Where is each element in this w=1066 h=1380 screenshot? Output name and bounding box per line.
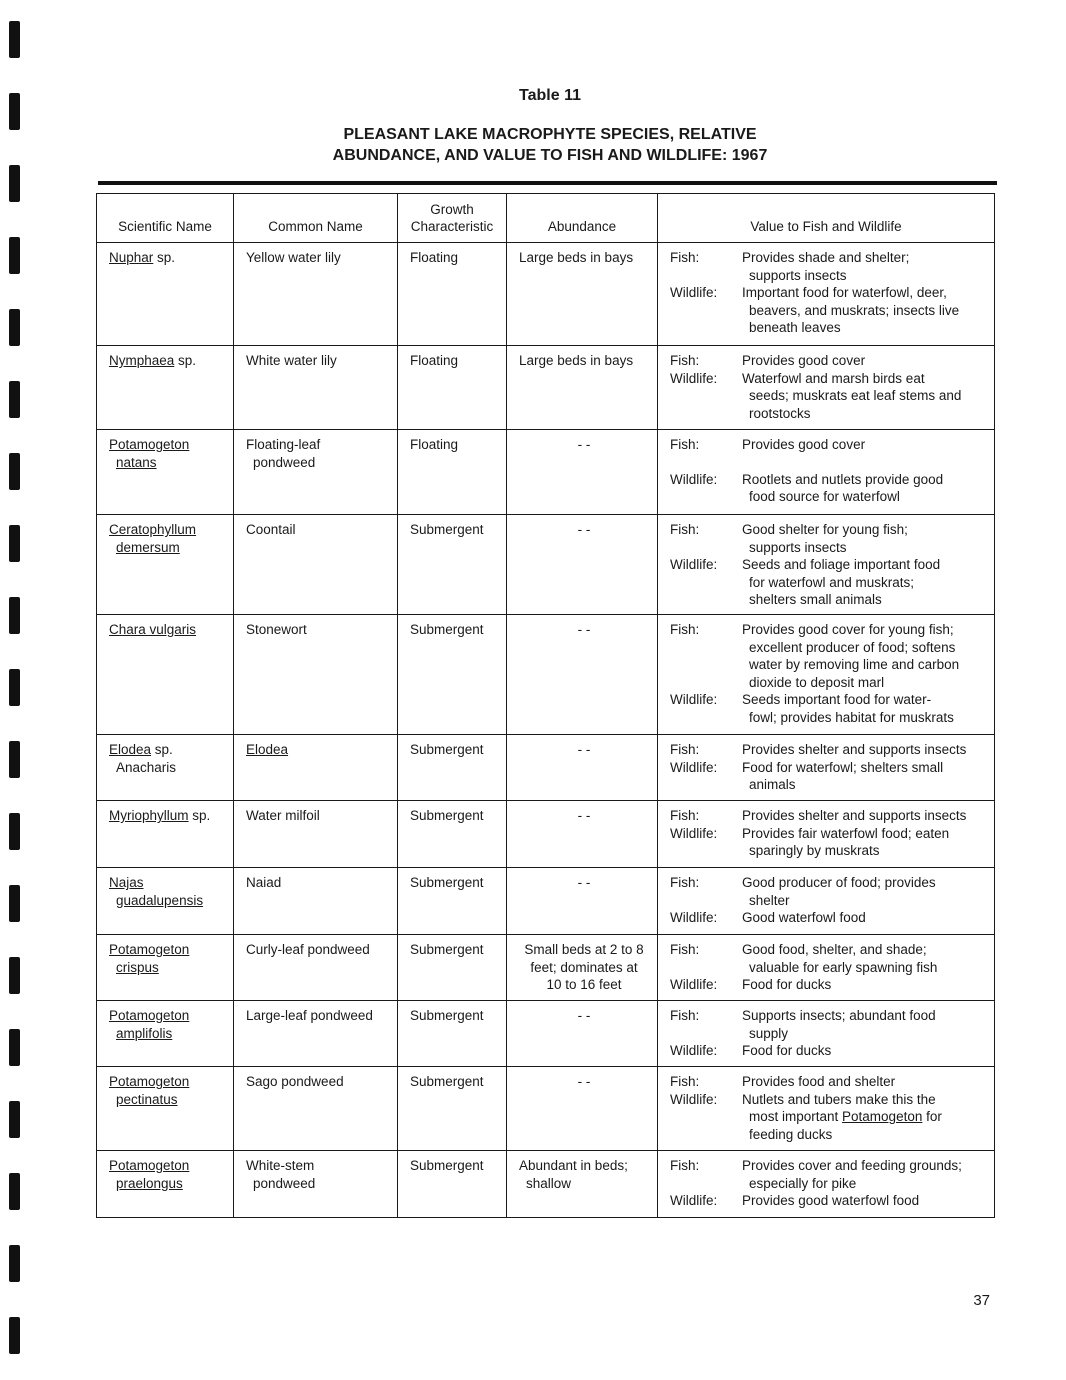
value-cell [658, 868, 995, 935]
col-header-common: Common Name [234, 194, 398, 243]
growth-cell: Floating [398, 346, 507, 430]
wildlife-value: rootstocks [749, 405, 811, 421]
fish-label: Fish: [670, 1158, 700, 1173]
binder-mark [9, 741, 20, 778]
scientific-name-cell [97, 243, 234, 346]
scientific-name: Elodea [109, 742, 152, 757]
scientific-name-suffix: sp. [153, 250, 176, 265]
scientific-name-suffix: sp. [174, 353, 197, 368]
abundance-cell [507, 735, 658, 801]
abundance-text: - - [577, 742, 591, 757]
common-name: Stonewort [246, 622, 307, 637]
common-name: Floating-leaf [246, 437, 321, 452]
common-name: Yellow water lily [246, 250, 341, 265]
table-title-line: ABUNDANCE, AND VALUE TO FISH AND WILDLIFE: 1967 [332, 147, 768, 164]
value-cell [658, 1151, 995, 1218]
fish-value: Provides shade and shelter; [742, 250, 910, 265]
abundance-cell [507, 1151, 658, 1218]
scientific-name-cell [97, 1151, 234, 1218]
abundance-cell [507, 935, 658, 1001]
value-cell [658, 243, 995, 346]
common-name: pondweed [253, 454, 316, 470]
wildlife-value: Seeds and foliage important food [742, 557, 941, 573]
wildlife-label: Wildlife: [670, 285, 718, 301]
binder-mark [9, 813, 20, 850]
abundance-cell [507, 243, 658, 346]
col-header-growth-line: Growth [430, 201, 474, 217]
value-cell [658, 515, 995, 615]
wildlife-value: Rootlets and nutlets provide good [742, 471, 944, 487]
abundance-text: - - [577, 875, 591, 890]
fish-label: Fish: [670, 522, 700, 537]
common-name: Naiad [246, 875, 282, 890]
fish-value: Provides food and shelter [742, 1074, 896, 1089]
fish-label: Fish: [670, 942, 700, 957]
common-name: White-stem [246, 1158, 315, 1173]
common-name: pondweed [253, 1175, 316, 1191]
fish-label: Fish: [670, 1074, 700, 1089]
scientific-name-synonym: Anacharis [116, 759, 177, 775]
value-cell [658, 615, 995, 735]
scientific-name: Chara vulgaris [109, 622, 197, 637]
wildlife-value [742, 1108, 986, 1126]
growth-cell: Submergent [398, 1067, 507, 1151]
wildlife-value: animals [749, 777, 796, 793]
scientific-name-cell [97, 935, 234, 1001]
fish-value: Provides good cover [742, 437, 866, 452]
fish-value: supply [749, 1025, 789, 1041]
value-cell [658, 735, 995, 801]
wildlife-value: Good waterfowl food [742, 910, 866, 926]
wildlife-value: for waterfowl and muskrats; [749, 574, 915, 590]
scientific-name-cell [97, 615, 234, 735]
abundance-text: Large beds in bays [519, 353, 634, 368]
scientific-name: Nuphar [109, 250, 154, 265]
abundance-cell [507, 615, 658, 735]
common-name-cell [234, 1151, 398, 1218]
scientific-name: Potamogeton [109, 1008, 190, 1023]
common-name-cell [234, 801, 398, 868]
common-name-cell [234, 868, 398, 935]
heavy-rule [98, 181, 997, 185]
scientific-name-species: guadalupensis [116, 892, 204, 908]
wildlife-label: Wildlife: [670, 370, 718, 386]
col-header-value: Value to Fish and Wildlife [658, 194, 995, 243]
value-cell [658, 1001, 995, 1067]
fish-value: Provides good cover for young fish; [742, 622, 954, 637]
fish-value: Provides good cover [742, 353, 866, 368]
wildlife-value: beavers, and muskrats; insects live [749, 302, 960, 318]
abundance-text: Abundant in beds; [519, 1158, 628, 1173]
fish-label: Fish: [670, 742, 700, 757]
common-name: Curly-leaf pondweed [246, 942, 370, 957]
scientific-name: Myriophyllum [109, 808, 189, 823]
wildlife-value: seeds; muskrats eat leaf stems and [749, 388, 962, 404]
fish-value: shelter [749, 892, 790, 908]
fish-value: especially for pike [749, 1175, 857, 1191]
table-row [97, 735, 995, 801]
abundance-text: feet; dominates at [530, 959, 638, 975]
common-name: White water lily [246, 353, 337, 368]
binder-mark [9, 1173, 20, 1210]
table-row [97, 515, 995, 615]
growth-cell: Submergent [398, 515, 507, 615]
value-cell [658, 935, 995, 1001]
fish-value: Good shelter for young fish; [742, 522, 908, 537]
scientific-name-species: praelongus [116, 1175, 183, 1191]
abundance-cell [507, 346, 658, 430]
fish-label: Fish: [670, 1008, 700, 1023]
table-row [97, 243, 995, 346]
scientific-name-cell [97, 1067, 234, 1151]
scientific-name: Nymphaea [109, 353, 175, 368]
scientific-name: Ceratophyllum [109, 522, 197, 537]
growth-cell: Floating [398, 243, 507, 346]
scientific-name: Potamogeton [109, 1158, 190, 1173]
binder-marks [9, 0, 21, 1380]
common-name: Coontail [246, 522, 296, 537]
abundance-text: - - [577, 1074, 591, 1089]
fish-label: Fish: [670, 875, 700, 890]
abundance-cell [507, 868, 658, 935]
wildlife-value-genus: Potamogeton [842, 1109, 923, 1125]
wildlife-value: Food for waterfowl; shelters small [742, 759, 944, 775]
common-name: Elodea [246, 742, 289, 757]
fish-value: Provides cover and feeding grounds; [742, 1158, 962, 1173]
table-row [97, 935, 995, 1001]
growth-cell: Submergent [398, 801, 507, 868]
common-name: Water milfoil [246, 808, 320, 823]
value-cell [658, 1067, 995, 1151]
abundance-text: shallow [526, 1175, 572, 1191]
binder-mark [9, 165, 20, 202]
common-name-cell [234, 515, 398, 615]
wildlife-value-part: for [922, 1109, 942, 1125]
table-row [97, 868, 995, 935]
col-header-scientific: Scientific Name [97, 194, 234, 243]
wildlife-value: Provides fair waterfowl food; eaten [742, 825, 950, 841]
scientific-name-suffix: sp. [188, 808, 211, 823]
table-title-line: PLEASANT LAKE MACROPHYTE SPECIES, RELATIVE [343, 126, 757, 143]
abundance-text: Large beds in bays [519, 250, 634, 265]
fish-value: Provides shelter and supports insects [742, 742, 967, 757]
common-name-cell [234, 735, 398, 801]
common-name: Sago pondweed [246, 1074, 344, 1089]
abundance-cell [507, 801, 658, 868]
wildlife-label: Wildlife: [670, 1193, 718, 1209]
common-name-cell [234, 1001, 398, 1067]
scientific-name-cell [97, 1001, 234, 1067]
growth-cell: Submergent [398, 868, 507, 935]
wildlife-value: Waterfowl and marsh birds eat [742, 370, 925, 386]
scientific-name-cell [97, 346, 234, 430]
wildlife-value: fowl; provides habitat for muskrats [749, 709, 954, 725]
binder-mark [9, 957, 20, 994]
value-cell [658, 801, 995, 868]
scientific-name: Najas [109, 875, 144, 890]
fish-label: Fish: [670, 437, 700, 452]
scientific-name-species: pectinatus [116, 1091, 178, 1107]
fish-label: Fish: [670, 250, 700, 265]
table-title [0, 124, 1066, 166]
wildlife-value: Important food for waterfowl, deer, [742, 285, 947, 301]
binder-mark [9, 1029, 20, 1066]
growth-cell: Submergent [398, 615, 507, 735]
wildlife-label: Wildlife: [670, 759, 718, 775]
scientific-name-cell [97, 515, 234, 615]
scientific-name-species: natans [116, 454, 157, 470]
common-name-cell [234, 615, 398, 735]
wildlife-value: Provides good waterfowl food [742, 1193, 920, 1209]
abundance-cell [507, 1001, 658, 1067]
wildlife-value: Nutlets and tubers make this the [742, 1091, 936, 1107]
binder-mark [9, 1317, 20, 1354]
fish-value: water by removing lime and carbon [749, 657, 960, 673]
abundance-text: - - [577, 522, 591, 537]
abundance-text: 10 to 16 feet [546, 977, 622, 993]
table-row [97, 615, 995, 735]
wildlife-value: sparingly by muskrats [749, 843, 880, 859]
binder-mark [9, 21, 20, 58]
growth-cell: Floating [398, 430, 507, 515]
fish-value: Good producer of food; provides [742, 875, 936, 890]
table-row [97, 1151, 995, 1218]
table-row [97, 1001, 995, 1067]
scientific-name-cell [97, 430, 234, 515]
binder-mark [9, 885, 20, 922]
fish-value: dioxide to deposit marl [749, 674, 885, 690]
wildlife-value: feeding ducks [749, 1126, 833, 1142]
scientific-name-species: demersum [116, 539, 180, 555]
common-name-cell [234, 935, 398, 1001]
scientific-name-cell [97, 868, 234, 935]
abundance-text: - - [577, 437, 591, 452]
wildlife-label: Wildlife: [670, 910, 718, 926]
fish-label: Fish: [670, 353, 700, 368]
fish-value: excellent producer of food; softens [749, 639, 956, 655]
wildlife-label: Wildlife: [670, 977, 718, 993]
binder-mark [9, 309, 20, 346]
wildlife-label: Wildlife: [670, 1043, 718, 1059]
binder-mark [9, 1245, 20, 1282]
wildlife-value: Seeds important food for water- [742, 692, 932, 708]
macrophyte-table [96, 193, 995, 1218]
fish-value: supports insects [749, 539, 847, 555]
binder-mark [9, 597, 20, 634]
fish-value: Supports insects; abundant food [742, 1008, 936, 1023]
binder-mark [9, 669, 20, 706]
abundance-text: - - [577, 808, 591, 823]
growth-cell: Submergent [398, 1151, 507, 1218]
fish-value: Good food, shelter, and shade; [742, 942, 927, 957]
col-header-growth [398, 194, 507, 243]
abundance-text: Small beds at 2 to 8 [524, 942, 644, 957]
fish-value: Provides shelter and supports insects [742, 808, 967, 823]
wildlife-value: beneath leaves [749, 320, 841, 336]
table-number: Table 11 [519, 87, 581, 104]
page-number: 37 [973, 1292, 990, 1309]
wildlife-value-part: most important [749, 1109, 843, 1125]
fish-label: Fish: [670, 808, 700, 823]
table-row [97, 1067, 995, 1151]
value-cell [658, 346, 995, 430]
growth-cell: Submergent [398, 935, 507, 1001]
scientific-name-cell [97, 735, 234, 801]
table-row [97, 346, 995, 430]
wildlife-label: Wildlife: [670, 1091, 718, 1107]
wildlife-label: Wildlife: [670, 557, 718, 573]
abundance-cell [507, 430, 658, 515]
fish-value: valuable for early spawning fish [749, 959, 938, 975]
binder-mark [9, 237, 20, 274]
table-row [97, 430, 995, 515]
common-name-cell [234, 430, 398, 515]
wildlife-label: Wildlife: [670, 471, 718, 487]
growth-cell: Submergent [398, 735, 507, 801]
col-header-abundance: Abundance [507, 194, 658, 243]
growth-cell: Submergent [398, 1001, 507, 1067]
binder-mark [9, 525, 20, 562]
scientific-name: Potamogeton [109, 1074, 190, 1089]
common-name-cell [234, 346, 398, 430]
abundance-cell [507, 515, 658, 615]
wildlife-value: Food for ducks [742, 977, 832, 993]
common-name: Large-leaf pondweed [246, 1008, 373, 1023]
scientific-name: Potamogeton [109, 942, 190, 957]
wildlife-value: Food for ducks [742, 1043, 832, 1059]
table-row [97, 801, 995, 868]
abundance-text: - - [577, 622, 591, 637]
scientific-name-cell [97, 801, 234, 868]
wildlife-value: shelters small animals [749, 592, 882, 608]
scientific-name-suffix: sp. [151, 742, 173, 757]
scientific-name: Potamogeton [109, 437, 190, 452]
common-name-cell [234, 1067, 398, 1151]
binder-mark [9, 381, 20, 418]
col-header-growth-line: Characteristic [410, 219, 494, 235]
abundance-cell [507, 1067, 658, 1151]
wildlife-label: Wildlife: [670, 825, 718, 841]
scientific-name-species: amplifolis [116, 1025, 173, 1041]
wildlife-value: food source for waterfowl [749, 489, 900, 505]
fish-label: Fish: [670, 622, 700, 637]
binder-mark [9, 453, 20, 490]
abundance-text: - - [577, 1008, 591, 1023]
scientific-name-species: crispus [116, 959, 159, 975]
fish-value: supports insects [749, 267, 847, 283]
common-name-cell [234, 243, 398, 346]
value-cell [658, 430, 995, 515]
binder-mark [9, 1101, 20, 1138]
wildlife-label: Wildlife: [670, 692, 718, 708]
header-row [97, 194, 995, 243]
